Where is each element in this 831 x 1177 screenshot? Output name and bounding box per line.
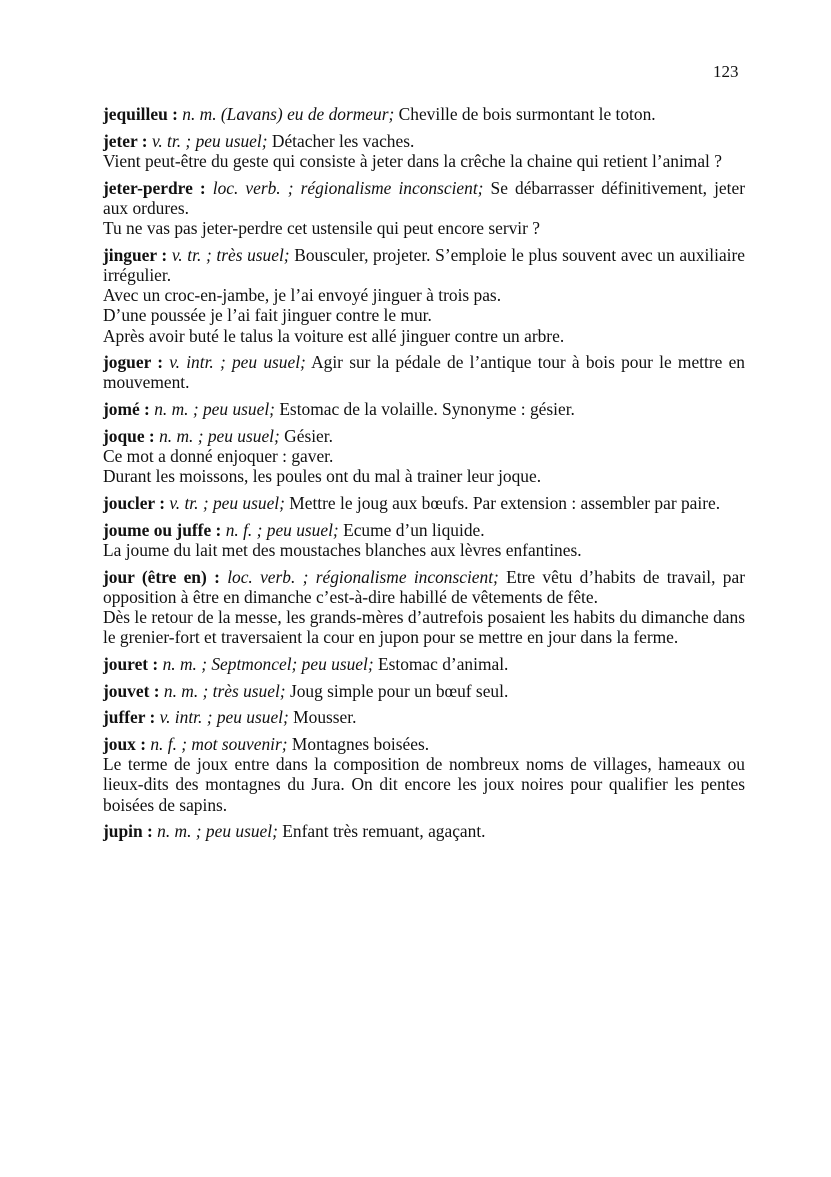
entry-headword: jouvet xyxy=(103,680,150,701)
entry-line: joucler : v. tr. ; peu usuel; Mettre le joug aux bœufs. Par extension : assembler par paire. xyxy=(103,492,721,513)
entry-headword: joux xyxy=(103,733,136,754)
entry-definition: Joug simple pour un bœuf seul. xyxy=(289,680,509,701)
entry-grammar: n. m. ; peu usuel; xyxy=(159,425,280,446)
entry-line: joguer : v. intr. ; peu usuel; Agir sur la pédale de l’antique tour à bois pour le mettre en mouvement. xyxy=(103,352,745,393)
dictionary-entry xyxy=(103,707,745,727)
entry-definition: Agir sur la pédale de l’antique tour à bois pour le mettre en mouvement. xyxy=(103,352,745,393)
dictionary-entry xyxy=(103,245,745,346)
dictionary-entries xyxy=(103,104,745,848)
dictionary-entry xyxy=(103,426,745,487)
entry-grammar: v. intr. ; peu usuel; xyxy=(169,352,306,373)
entry-line: juffer : v. intr. ; peu usuel; Mousser. xyxy=(103,707,357,728)
entry-headword: joque xyxy=(103,425,145,446)
entry-line: joque : n. m. ; peu usuel; Gésier. xyxy=(103,425,333,446)
entry-example: Durant les moissons, les poules ont du mal à trainer leur joque. xyxy=(103,466,542,487)
entry-headword: jomé xyxy=(103,399,140,420)
dictionary-entry xyxy=(103,104,745,124)
entry-grammar: n. f. ; mot souvenir; xyxy=(150,733,288,754)
entry-grammar: n. m. ; Septmoncel; peu usuel; xyxy=(162,653,374,674)
entry-line: jomé : n. m. ; peu usuel; Estomac de la volaille. Synonyme : gésier. xyxy=(103,399,575,420)
entry-headword: jouret xyxy=(103,653,149,674)
dictionary-entry xyxy=(103,493,745,513)
entry-grammar: v. tr. ; peu usuel; xyxy=(169,492,285,513)
entry-line: jour (être en) : loc. verb. ; régionalisme inconscient; Etre vêtu d’habits de travail, par opposition à être en dimanche c’est-à-dire habillé de vêtements de fête. xyxy=(103,566,745,607)
entry-example: Le terme de joux entre dans la composition de nombreux noms de villages, hameaux ou lieux-dits des montagnes du Jura. On dit encore les joux noires pour qualifier les pentes boisées de sapins. xyxy=(103,754,745,815)
entry-line: jequilleu : n. m. (Lavans) eu de dormeur; Cheville de bois surmontant le toton. xyxy=(103,104,656,124)
entry-headword: jour (être en) xyxy=(103,566,207,587)
dictionary-entry xyxy=(103,520,745,560)
entry-grammar: n. m. (Lavans) eu de dormeur; xyxy=(182,104,395,124)
entry-grammar: n. m. ; très usuel; xyxy=(163,680,286,701)
entry-definition: Bousculer, projeter. S’emploie le plus souvent avec un auxiliaire irrégulier. xyxy=(103,244,746,285)
dictionary-entry xyxy=(103,654,745,674)
entry-grammar: loc. verb. ; régionalisme inconscient; xyxy=(212,177,484,198)
entry-example: Dès le retour de la messe, les grands-mères d’autrefois posaient les habits du dimanche dans le grenier-fort et traversaient la cour en jupon pour se mettre en jour dans la ferme. xyxy=(103,606,745,648)
entry-headword: jupin xyxy=(103,821,143,842)
entry-line: jeter : v. tr. ; peu usuel; Détacher les vaches. xyxy=(103,130,415,151)
entry-definition: Estomac d’animal. xyxy=(377,653,509,674)
entry-definition: Détacher les vaches. xyxy=(271,130,415,151)
page-number: 123 xyxy=(713,62,739,81)
entry-headword: joume ou juffe xyxy=(103,519,212,540)
entry-grammar: v. tr. ; peu usuel; xyxy=(151,130,268,151)
dictionary-entry xyxy=(103,821,745,841)
entry-definition: Se débarrasser définitivement, jeter aux ordures. xyxy=(103,177,745,218)
entry-headword: jinguer xyxy=(103,244,157,265)
entry-definition: Etre vêtu d’habits de travail, par opposition à être en dimanche c’est-à-dire habillé de vêtements de fête. xyxy=(103,566,745,607)
entry-definition: Estomac de la volaille. Synonyme : gésier. xyxy=(279,399,575,420)
entry-grammar: n. f. ; peu usuel; xyxy=(225,519,339,540)
dictionary-entry xyxy=(103,178,745,239)
dictionary-entry xyxy=(103,681,745,701)
entry-line: jinguer : v. tr. ; très usuel; Bousculer, projeter. S’emploie le plus souvent avec un auxiliaire irrégulier. xyxy=(103,244,746,285)
entry-example: Tu ne vas pas jeter-perdre cet ustensile qui peut encore servir ? xyxy=(103,218,540,239)
entry-line: joume ou juffe : n. f. ; peu usuel; Ecume d’un liquide. xyxy=(103,519,485,540)
entry-example: Ce mot a donné enjoquer : gaver. xyxy=(103,446,334,467)
entry-line: jeter-perdre : loc. verb. ; régionalisme inconscient; Se débarrasser définitivement, jeter aux ordures. xyxy=(103,177,745,218)
entry-example: La joume du lait met des moustaches blanches aux lèvres enfantines. xyxy=(103,539,582,560)
dictionary-entry xyxy=(103,352,745,392)
entry-grammar: n. m. ; peu usuel; xyxy=(157,821,278,842)
entry-definition: Ecume d’un liquide. xyxy=(343,519,485,540)
entry-headword: juffer xyxy=(103,707,146,728)
entry-example: Avec un croc-en-jambe, je l’ai envoyé jinguer à trois pas. xyxy=(103,285,502,306)
dictionary-entry xyxy=(103,399,745,419)
entry-definition: Cheville de bois surmontant le toton. xyxy=(398,104,656,124)
entry-grammar: loc. verb. ; régionalisme inconscient; xyxy=(227,566,499,587)
entry-grammar: v. tr. ; très usuel; xyxy=(171,244,290,265)
entry-definition: Enfant très remuant, agaçant. xyxy=(282,821,486,842)
entry-example: D’une poussée je l’ai fait jinguer contre le mur. xyxy=(103,305,432,326)
entry-line: joux : n. f. ; mot souvenir; Montagnes boisées. xyxy=(103,733,430,754)
entry-example: Vient peut-être du geste qui consiste à jeter dans la crêche la chaine qui retient l’animal ? xyxy=(103,150,722,171)
entry-headword: jeter-perdre xyxy=(103,177,193,198)
entry-definition: Montagnes boisées. xyxy=(291,733,430,754)
entry-definition: Mousser. xyxy=(293,707,357,728)
entry-headword: jequilleu xyxy=(103,104,168,124)
entry-example: Après avoir buté le talus la voiture est allé jinguer contre un arbre. xyxy=(103,325,565,346)
entry-headword: jeter xyxy=(103,130,138,151)
entry-definition: Gésier. xyxy=(284,425,333,446)
entry-line: jouvet : n. m. ; très usuel; Joug simple pour un bœuf seul. xyxy=(103,680,509,701)
dictionary-entry xyxy=(103,734,745,815)
entry-headword: joucler xyxy=(103,492,155,513)
dictionary-entry xyxy=(103,131,745,171)
entry-headword: joguer xyxy=(103,352,151,373)
dictionary-entry xyxy=(103,567,745,648)
entry-grammar: v. intr. ; peu usuel; xyxy=(159,707,289,728)
entry-grammar: n. m. ; peu usuel; xyxy=(154,399,275,420)
entry-line: jupin : n. m. ; peu usuel; Enfant très remuant, agaçant. xyxy=(103,821,486,842)
entry-line: jouret : n. m. ; Septmoncel; peu usuel; Estomac d’animal. xyxy=(103,653,509,674)
entry-definition: Mettre le joug aux bœufs. Par extension : assembler par paire. xyxy=(289,492,721,513)
